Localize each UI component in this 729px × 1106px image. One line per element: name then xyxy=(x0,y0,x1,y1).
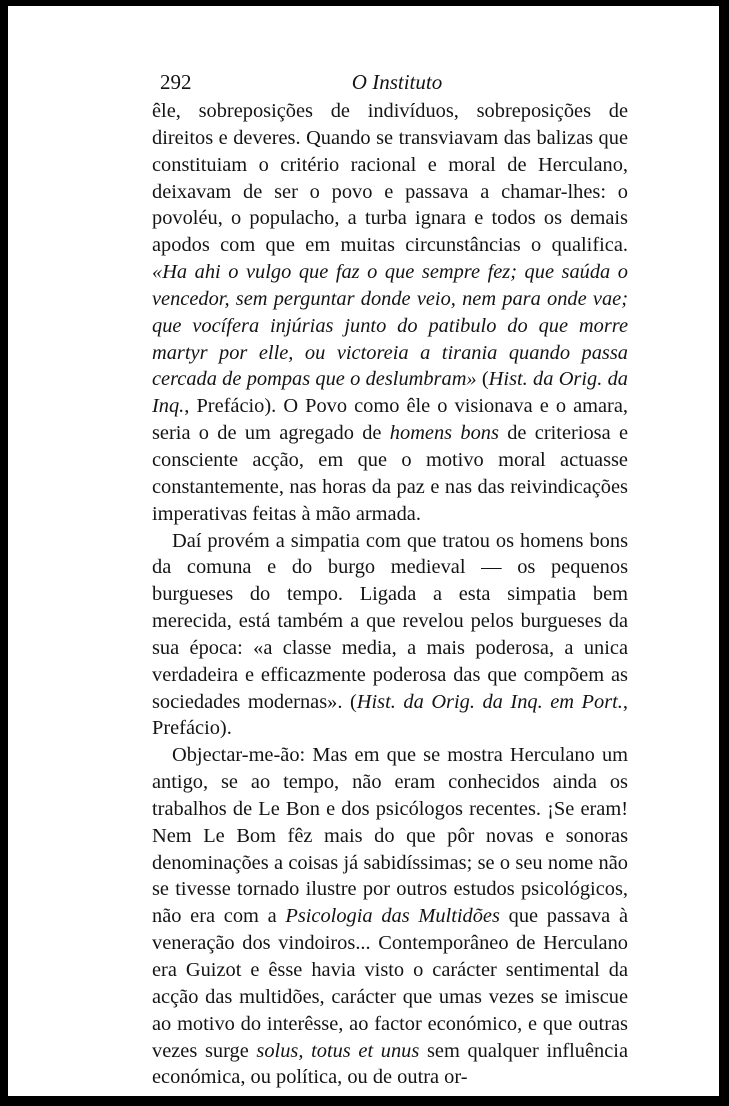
text-run: , Prefácio). xyxy=(152,690,629,740)
page-header xyxy=(160,64,634,98)
italic-text-run: Hist. da Orig. da Inq. em Port. xyxy=(356,690,623,713)
running-head: O Instituto xyxy=(351,70,443,94)
italic-text-run: homens bons xyxy=(389,422,499,445)
text-run: Daí provém a simpatia com que tratou os homens bons da comuna e do burgo medieval — os pequenos burgueses do tempo. Ligada a esta simpatia bem merecida, está também a que revelou pelos burgueses da sua época: «a classe media, a mais poderosa, a unica verdadeira e efficazmente poderosa das que compõem as sociedades modernas». ( xyxy=(152,529,628,713)
paragraph xyxy=(152,528,628,743)
text-run: sem qualquer influência económica, ou política, ou de outra or- xyxy=(152,1039,628,1089)
italic-text-run: «Ha ahi o vulgo que faz o que sempre fez; que saúda o vencedor, sem perguntar donde veio, nem para onde vae; que vocífera injúrias junto do patibulo do que morre martyr por elle, ou victoreia a tirania quando passa cercada de pompas que o deslumbram» xyxy=(152,261,628,391)
text-run: , Prefácio). O Povo como êle o visionava e o amara, seria o de um agregado de xyxy=(152,395,628,445)
paragraph xyxy=(152,742,628,1091)
text-run: êle, sobreposições de indivíduos, sobreposições de direitos e deveres. Quando se transviavam das balizas que constituiam o critério racional e moral de Herculano, deixavam de ser o povo e passava a chamar-lhes: o povoléu, o populacho, a turba ignara e todos os demais apodos com que em muitas circunstâncias o qualifica. xyxy=(152,100,628,257)
paragraph xyxy=(152,98,628,528)
text-run: de criteriosa e consciente acção, em que o motivo moral actuasse constantemente, nas horas da paz e nas das reivindicações imperativas feitas à mão armada. xyxy=(152,422,628,525)
text-run: ( xyxy=(476,368,489,391)
page-number: 292 xyxy=(160,70,192,94)
italic-text-run: Psicologia das Multidões xyxy=(285,905,500,928)
body-text xyxy=(152,98,628,1091)
text-run: que passava à veneração dos vindoiros... Contemporâneo de Herculano era Guizot e êsse havia visto o carácter sentimental da acção das multidões, carácter que umas vezes se imiscue ao motivo do interêsse, ao factor económico, e que outras vezes surge xyxy=(152,905,628,1062)
italic-text-run: solus, totus et unus xyxy=(256,1039,420,1062)
text-run: Objectar-me-ão: Mas em que se mostra Herculano um antigo, se ao tempo, não eram conhecidos ainda os trabalhos de Le Bon e dos psicólogos recentes. ¡Se eram! Nem Le Bom fêz mais do que pôr novas e sonoras denominações a coisas já sabidíssimas; se o seu nome não se tivesse tornado ilustre por outros estudos psicológicos, não era com a xyxy=(152,744,628,928)
italic-text-run: Hist. da Orig. da Inq. xyxy=(152,368,628,418)
